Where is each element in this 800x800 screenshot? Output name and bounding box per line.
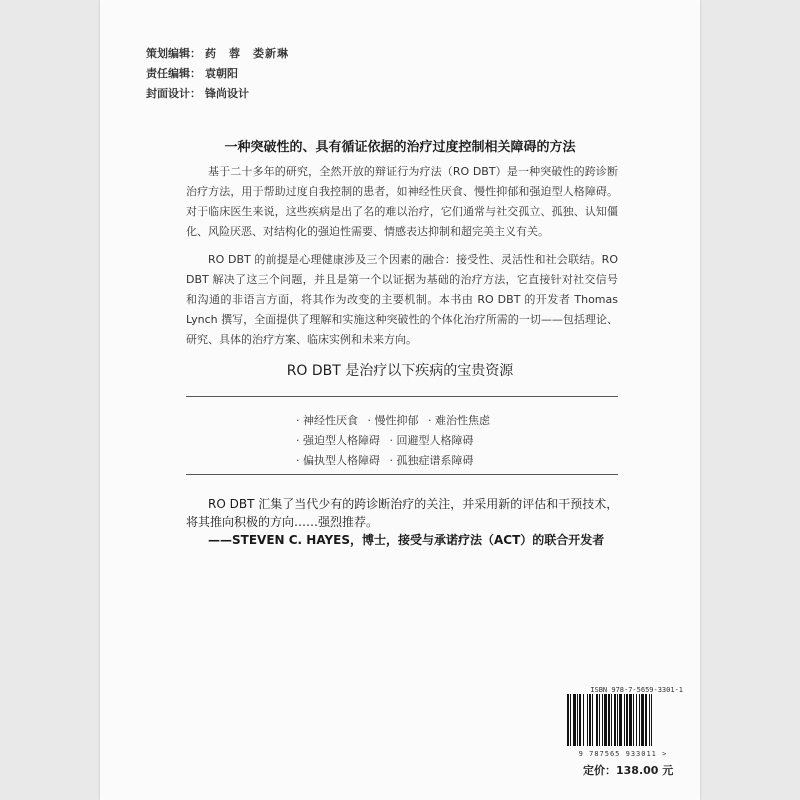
barcode-bar <box>577 694 578 746</box>
barcode-bar <box>579 694 581 746</box>
disorder-item: · 偏执型人格障碍 <box>296 454 380 467</box>
barcode-bar <box>641 694 644 746</box>
divider <box>186 396 618 397</box>
divider <box>186 474 618 475</box>
quote-text: RO DBT 汇集了当代少有的跨诊断治疗的关注，并采用新的评估和干预技术，将其推向积极的方向……强烈推荐。 <box>186 497 619 529</box>
disorder-item: · 慢性抑郁 <box>367 414 419 427</box>
credit-responsible-editor <box>146 64 289 84</box>
paragraph: 基于二十多年的研究，全然开放的辩证行为疗法（RO DBT）是一种突破性的跨诊断治疗方法，用于帮助过度自我控制的患者，如神经性厌食、慢性抑郁和强迫型人格障碍。对于临床医生来说，这些疾病是出了名的难以治疗，它们通常与社交孤立、孤独、认知僵化、风险厌恶、对结构化的强迫性需要、情感表达抑制和超完美主义有关。 <box>186 165 618 238</box>
barcode-bar <box>599 694 600 746</box>
list-item <box>296 411 496 431</box>
barcode-bar <box>639 694 640 746</box>
subhead: RO DBT 是治疗以下疾病的宝贵资源 <box>286 363 514 379</box>
paragraph: RO DBT 的前提是心理健康涉及三个因素的融合：接受性、灵活性和社会联结。RO DBT 解决了这三个问题，并且是第一个以证据为基础的治疗方法，它直接针对社交信号和沟通的非语言方面，将其作为改变的主要机制。本书由 RO DBT 的开发者 Thomas Lynch 撰写，全面提供了理解和实施这种突破性的个体化治疗所需的一切——包括理论、研究、具体的治疗方案、临床实例和未来方向。 <box>186 253 618 346</box>
isbn-label: ISBN 978-7-5659-3301-1 <box>590 686 683 694</box>
credit-label: 责任编辑： <box>146 67 201 80</box>
barcode-bar <box>583 694 584 746</box>
credit-planning-editor <box>146 44 289 64</box>
disorder-item: · 孤独症谱系障碍 <box>389 454 474 467</box>
barcode-bar <box>645 694 647 746</box>
list-item <box>296 431 496 451</box>
barcode-bar <box>614 694 616 746</box>
credit-label: 封面设计： <box>146 87 201 100</box>
barcode-bar <box>567 694 569 746</box>
barcode-bar <box>649 694 650 746</box>
list-item <box>296 451 496 471</box>
price: 定价：138.00 元 <box>583 764 674 777</box>
disorder-item: · 强迫型人格障碍 <box>296 434 380 447</box>
barcode-bar <box>587 694 588 746</box>
barcode-bar <box>573 694 576 746</box>
isbn-block <box>563 686 683 758</box>
endorsement <box>186 495 626 549</box>
description <box>186 162 618 358</box>
barcode-bar <box>589 694 591 746</box>
disorder-item: · 神经性厌食 <box>296 414 358 427</box>
credit-names: 袁朝阳 <box>205 67 238 80</box>
disorder-list <box>296 411 496 471</box>
credit-label: 策划编辑： <box>146 47 201 60</box>
barcode-bar <box>570 694 571 746</box>
barcode-bar <box>619 694 622 746</box>
headline: 一种突破性的、具有循证依据的治疗过度控制相关障碍的方法 <box>224 140 576 155</box>
disorder-item: · 难治性焦虑 <box>428 414 490 427</box>
credits <box>146 44 289 104</box>
barcode-image <box>563 694 683 746</box>
barcode-bar <box>617 694 618 746</box>
barcode-bar <box>633 694 634 746</box>
barcode-bar <box>608 694 610 746</box>
barcode-bar <box>611 694 612 746</box>
barcode-bar <box>592 694 593 746</box>
back-cover <box>100 0 700 800</box>
barcode-bar <box>602 694 603 746</box>
barcode-bar <box>604 694 607 746</box>
disorder-item: · 回避型人格障碍 <box>389 434 474 447</box>
barcode-bar <box>624 694 625 746</box>
barcode-bar <box>626 694 628 746</box>
credit-names: 锋尚设计 <box>205 87 249 100</box>
credit-names: 药 蓉 娄新琳 <box>205 47 289 60</box>
quote-attribution: ——STEVEN C. HAYES，博士，接受与承诺疗法（ACT）的联合开发者 <box>208 533 605 547</box>
barcode-bar <box>636 694 637 746</box>
barcode-bar <box>651 694 652 746</box>
isbn-digits: 9 787565 933011 > <box>578 750 668 758</box>
credit-cover-design <box>146 84 289 104</box>
barcode-bar <box>629 694 632 746</box>
barcode-bar <box>596 694 598 746</box>
